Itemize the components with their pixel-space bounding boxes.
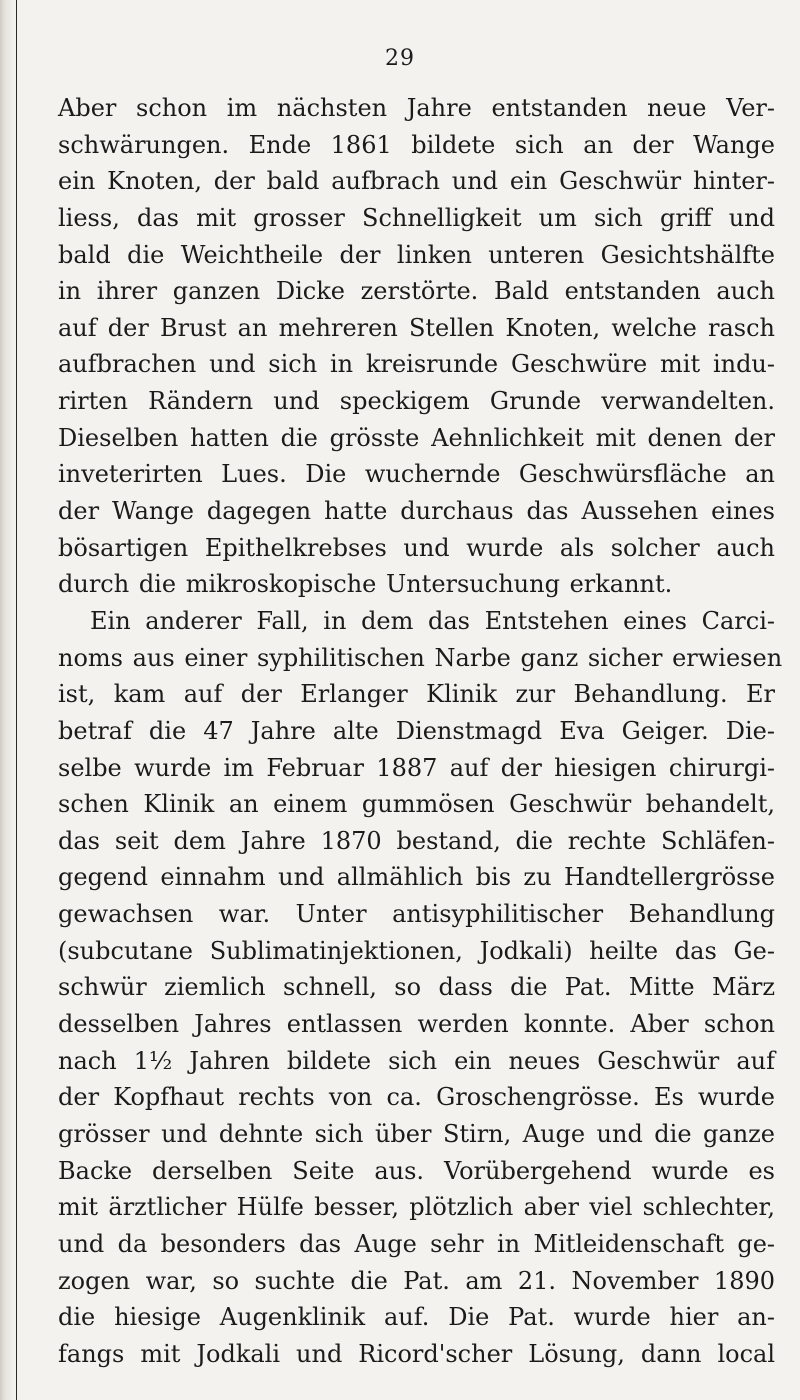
- text-line: Backe derselben Seite aus. Vorübergehend wurde es: [58, 1156, 775, 1185]
- text-line: bald die Weichtheile der linken unteren Gesichtshälfte: [58, 240, 775, 269]
- text-line: aufbrachen und sich in kreisrunde Geschwüre mit indu-: [58, 350, 775, 379]
- text-line-paragraph-start: Ein anderer Fall, in dem das Entstehen eines Carci-: [90, 606, 775, 635]
- text-line: selbe wurde im Februar 1887 auf der hiesigen chirurgi-: [58, 753, 775, 782]
- text-line: schwür ziemlich schnell, so dass die Pat. Mitte März: [58, 973, 775, 1002]
- text-line: der Kopfhaut rechts von ca. Groschengrösse. Es wurde: [58, 1083, 775, 1112]
- text-line: desselben Jahres entlassen werden konnte. Aber schon: [58, 1010, 775, 1039]
- text-line: ein Knoten, der bald aufbrach und ein Geschwür hinter-: [58, 167, 775, 196]
- text-line: und da besonders das Auge sehr in Mitleidenschaft ge-: [58, 1229, 775, 1258]
- text-line: mit ärztlicher Hülfe besser, plötzlich aber viel schlechter,: [58, 1193, 775, 1222]
- text-line: schen Klinik an einem gummösen Geschwür behandelt,: [58, 790, 775, 819]
- text-line: rirten Rändern und speckigem Grunde verwandelten.: [58, 387, 775, 416]
- text-line: in ihrer ganzen Dicke zerstörte. Bald entstanden auch: [58, 277, 775, 306]
- text-line: grösser und dehnte sich über Stirn, Auge und die ganze: [58, 1119, 775, 1148]
- text-line: bösartigen Epithelkrebses und wurde als solcher auch: [58, 533, 775, 562]
- text-line: die hiesige Augenklinik auf. Die Pat. wurde hier an-: [58, 1303, 775, 1332]
- text-line: betraf die 47 Jahre alte Dienstmagd Eva Geiger. Die-: [58, 716, 775, 745]
- text-line-paragraph-end: durch die mikroskopische Untersuchung erkannt.: [58, 570, 673, 599]
- binding-edge-line: [16, 0, 17, 1400]
- text-line: fangs mit Jodkali und Ricord'scher Lösung, dann local: [58, 1339, 775, 1368]
- text-line: auf der Brust an mehreren Stellen Knoten, welche rasch: [58, 313, 775, 342]
- text-line: inveterirten Lues. Die wuchernde Geschwürsfläche an: [58, 460, 775, 489]
- text-line: Dieselben hatten die grösste Aehnlichkeit mit denen der: [58, 423, 775, 452]
- text-line: zogen war, so suchte die Pat. am 21. November 1890: [58, 1266, 775, 1295]
- text-line: der Wange dagegen hatte durchaus das Aussehen eines: [58, 497, 775, 526]
- text-line: (subcutane Sublimatinjektionen, Jodkali) heilte das Ge-: [58, 936, 775, 965]
- text-line: Aber schon im nächsten Jahre entstanden neue Ver-: [58, 94, 775, 122]
- text-line: schwärungen. Ende 1861 bildete sich an der Wange: [58, 130, 775, 159]
- text-line: das seit dem Jahre 1870 bestand, die rechte Schläfen-: [58, 826, 775, 855]
- text-line: gewachsen war. Unter antisyphilitischer Behandlung: [58, 900, 775, 929]
- page-number: 29: [385, 46, 415, 71]
- page-left-edge-shadow: [0, 0, 14, 1400]
- text-line: ist, kam auf der Erlanger Klinik zur Behandlung. Er: [58, 680, 775, 709]
- body-text: [58, 90, 783, 1372]
- text-line: nach 1½ Jahren bildete sich ein neues Geschwür auf: [58, 1046, 775, 1075]
- text-line: noms aus einer syphilitischen Narbe ganz sicher erwiesen: [58, 643, 783, 672]
- text-line: liess, das mit grosser Schnelligkeit um sich griff und: [58, 203, 775, 232]
- text-line: gegend einnahm und allmählich bis zu Handtellergrösse: [58, 863, 775, 892]
